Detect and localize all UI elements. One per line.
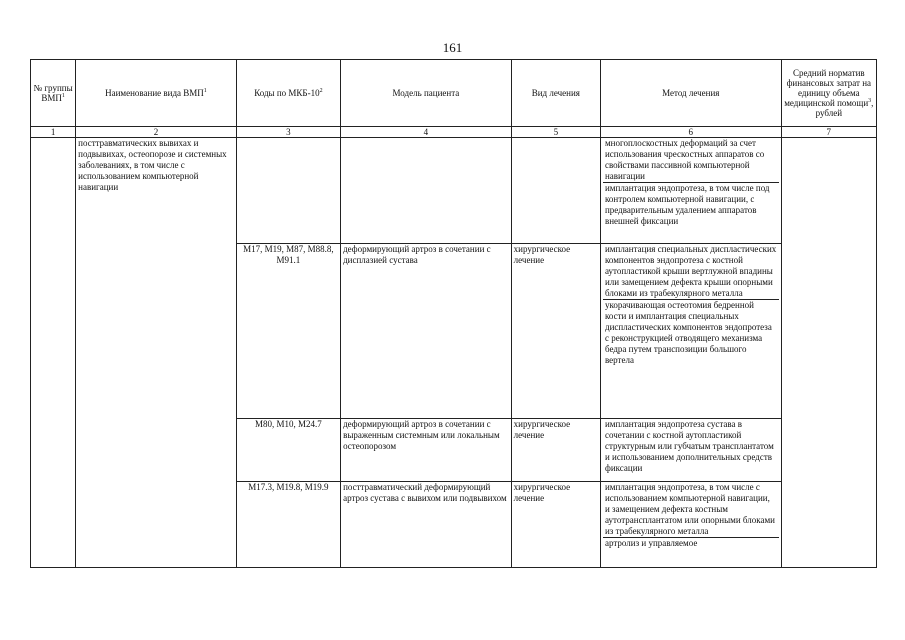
vmp-name-cell: посттравматических вывихах и подвывихах, остеопорозе и системных заболеваниях, в том числе с использованием компьютерной навигации — [76, 138, 237, 568]
column-number: 2 — [76, 127, 237, 138]
method-item: артролиз и управляемое — [604, 538, 698, 548]
column-number: 6 — [600, 127, 781, 138]
column-number: 4 — [341, 127, 512, 138]
column-number: 7 — [781, 127, 876, 138]
header-patient-model: Модель пациента — [341, 60, 512, 127]
method-item: имплантация эндопротеза, в том числе с использованием компьютерной навигации, и замещением дефекта костным аутотрансплантатом или опорными блоками из трабекулярного металла — [603, 482, 779, 538]
method-item: имплантация эндопротеза сустава в сочетании с костной аутопластикой структурным или губчатым трансплантатом и использованием дополнительных средств фиксации — [604, 419, 774, 473]
treatment-type-cell — [511, 138, 600, 244]
treatment-method-cell — [600, 419, 781, 482]
patient-model-cell: деформирующий артроз в сочетании с выраженным системным или локальным остеопорозом — [341, 419, 512, 482]
vmp-table — [30, 59, 877, 568]
table-header-row — [31, 60, 877, 127]
method-item: имплантация специальных диспластических компонентов эндопротеза с костной аутопластикой крыши вертлужной впадины или замещением дефекта крыши опорными блоками из трабекулярного металла — [603, 244, 779, 300]
cost-cell — [781, 138, 876, 568]
patient-model-cell: посттравматический деформирующий артроз сустава с вывихом или подвывихом — [341, 482, 512, 568]
icd-codes-cell: M17.3, M19.8, M19.9 — [236, 482, 340, 568]
treatment-method-cell — [600, 482, 781, 568]
header-vmp-name: Наименование вида ВМП$^1$ — [76, 60, 237, 127]
treatment-method-cell — [600, 138, 781, 244]
icd-codes-cell: M17, M19, M87, M88.8, M91.1 — [236, 244, 340, 419]
method-item: укорачивающая остеотомия бедренной кости и имплантация специальных диспластических компонентов эндопротеза с реконструкцией отводящего механизма бедра путем транспозиции большого вертела — [604, 300, 772, 365]
treatment-method-cell — [600, 244, 781, 419]
column-number: 5 — [511, 127, 600, 138]
treatment-type-cell: хирургическое лечение — [511, 419, 600, 482]
method-item: многоплоскостных деформаций за счет использования чрескостных аппаратов со свойствами пассивной компьютерной навигации — [603, 138, 779, 183]
method-item: имплантация эндопротеза, в том числе под контролем компьютерной навигации, с предварительным удалением аппаратов внешней фиксации — [604, 183, 770, 226]
header-treatment-method: Метод лечения — [600, 60, 781, 127]
patient-model-cell — [341, 138, 512, 244]
page-number: 161 — [442, 40, 463, 55]
header-group-number: № группы ВМП$^1$ — [31, 60, 76, 127]
column-number: 1 — [31, 127, 76, 138]
patient-model-cell: деформирующий артроз в сочетании с дисплазией сустава — [341, 244, 512, 419]
treatment-type-cell: хирургическое лечение — [511, 482, 600, 568]
header-cost-standard: Средний норматив финансовых затрат на единицу объема медицинской помощи$^3$, рублей — [781, 60, 876, 127]
icd-codes-cell — [236, 138, 340, 244]
icd-codes-cell: M80, M10, M24.7 — [236, 419, 340, 482]
table-row — [31, 138, 877, 244]
header-treatment-type: Вид лечения — [511, 60, 600, 127]
column-number-row — [31, 127, 877, 138]
column-number: 3 — [236, 127, 340, 138]
treatment-type-cell: хирургическое лечение — [511, 244, 600, 419]
header-icd-codes: Коды по МКБ-$10^2$ — [236, 60, 340, 127]
group-number-cell — [31, 138, 76, 568]
